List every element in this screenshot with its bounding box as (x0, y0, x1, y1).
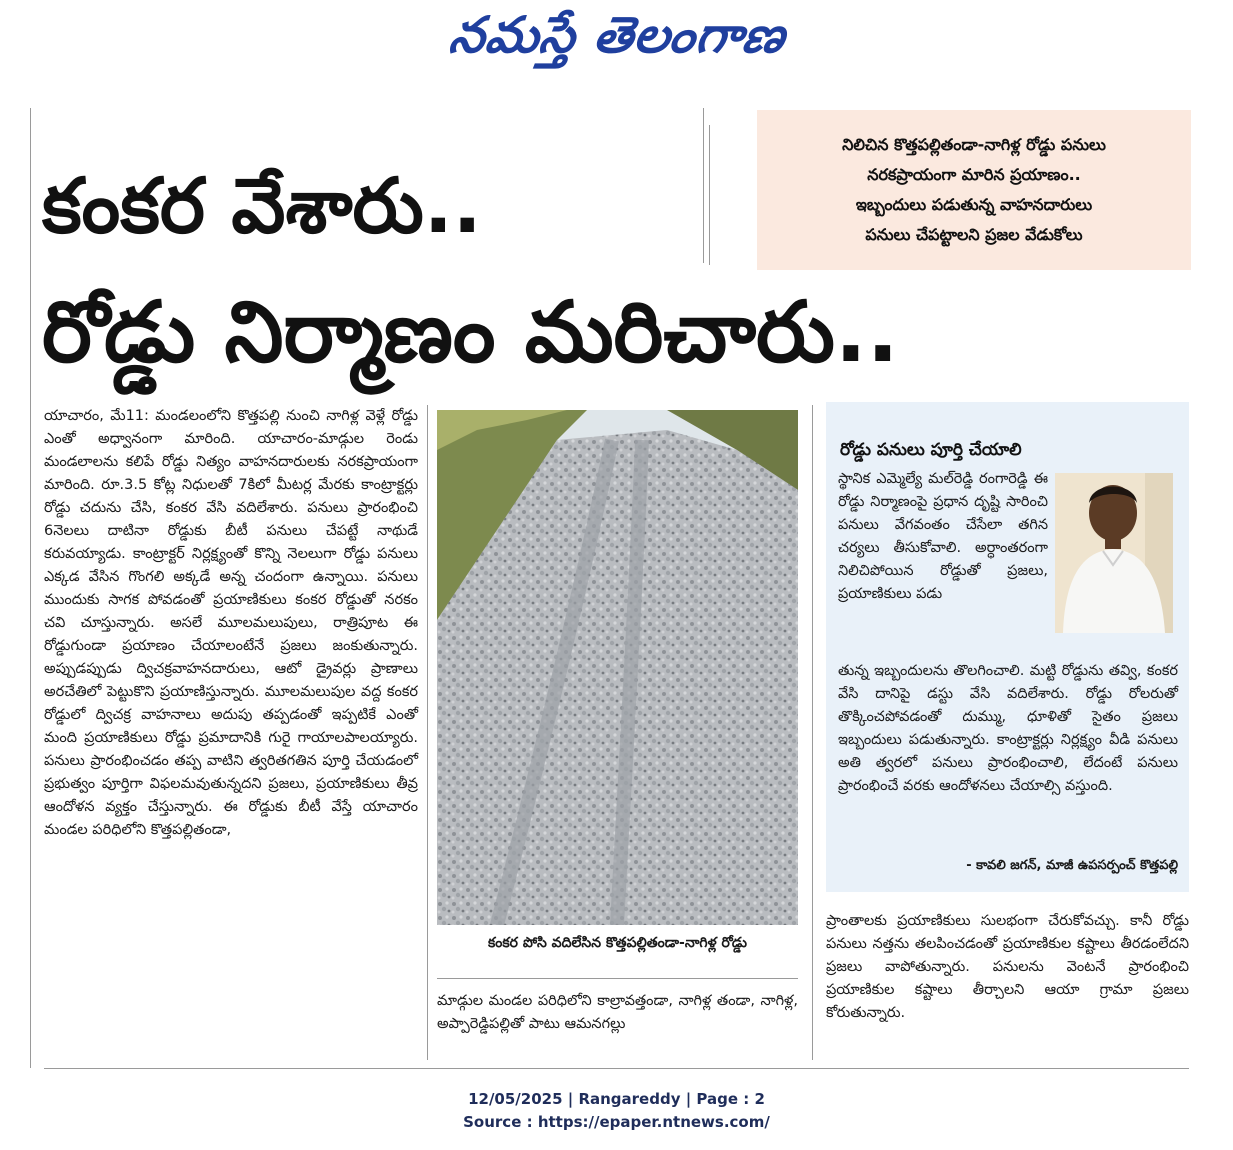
footer-source-line: Source : https://epaper.ntnews.com/ (463, 1113, 770, 1131)
headline-divider-rule (703, 108, 704, 263)
bottom-rule (44, 1068, 1189, 1069)
sidebar-signature: - కావలి జగన్, మాజీ ఉపసర్పంచ్ కొత్తపల్లి (966, 858, 1178, 873)
sidebar-body-text: స్థానిక ఎమ్మెల్యే మల్‌రెడ్డి రంగారెడ్డి ఈ రోడ్డు నిర్మాణంపై ప్రధాన దృష్టి సారించి పనులు వేగవంతం చేసేలా తగిన చర్యలు తీసుకోవాలి. అర్ధాంతరంగా నిలిచిపోయిన రోడ్డుతో ప్రజలు, ప్రయాణికులు పడు (838, 471, 1048, 602)
column-rule-1 (427, 405, 428, 1060)
article-column-2 (437, 990, 798, 1036)
article-column-3 (826, 910, 1189, 1025)
masthead (0, 6, 1233, 77)
footer-date-line: 12/05/2025 | Rangareddy | Page : 2 (468, 1090, 765, 1108)
deck-line: నరకప్రాయంగా మారిన ప్రయాణం.. (867, 165, 1081, 184)
photo-caption: కంకర పోసి వదిలేసిన కొత్తపల్లితండా-నాగిళ్ల రోడ్డు (487, 935, 748, 951)
portrait-photo (1055, 473, 1173, 633)
deck-line: పనులు చేపట్టాలని ప్రజల వేడుకోలు (865, 225, 1083, 244)
column-rule-2 (812, 405, 813, 1060)
gravel-road-image (437, 410, 798, 925)
left-margin-rule (30, 108, 31, 1068)
sidebar-text-a (838, 468, 1048, 606)
road-photo (437, 410, 798, 925)
deck-box (757, 110, 1191, 270)
sidebar-text-b (838, 660, 1178, 798)
headline-divider-rule-2 (709, 125, 710, 265)
masthead-title: నమస్తే తెలంగాణ (445, 6, 790, 64)
deck-line: ఇబ్బందులు పడుతున్న వాహనదారులు (855, 195, 1093, 214)
person-portrait-image (1055, 473, 1173, 633)
sidebar-body-text: తున్న ఇబ్బందులను తొలగించాలి. మట్టి రోడ్డును తవ్వి, కంకర వేసి దానిపై డస్టు వేసి వదిలేశారు. రోడ్డు రోలరుతో తొక్కించపోవడంతో దుమ్ము, ధూళితో సైతం ప్రజలు ఇబ్బందులు పడుతున్నారు. కాంట్రాక్టర్లు నిర్లక్ష్యం వీడి పనులు అతి త్వరలో పనులు ప్రారంభించాలి, లేదంటే పనులు ప్రారంభించే వరకు ఆందోళనలు చేయాల్సి వస్తుంది. (838, 663, 1178, 794)
sidebar-title: రోడ్డు పనులు పూర్తి చేయాలి (840, 440, 1022, 460)
article-body-text: ప్రాంతాలకు ప్రయాణికులు సులభంగా చేరుకోవచ్చు. కానీ రోడ్డు పనులు నత్తను తలపించడంతో ప్రయాణికుల కష్టాలు తీరడంలేదని ప్రజలు వాపోతున్నారు. పనులను వెంటనే ప్రారంభించి ప్రయాణికుల కష్టాలు తీర్చాలని ఆయా గ్రామా ప్రజలు కోరుతున్నారు. (826, 913, 1189, 1021)
headline-line-2: రోడ్డు నిర్మాణం మరిచారు.. (42, 283, 899, 381)
article-column-1 (44, 405, 418, 842)
article-body-text: యాచారం, మే11: మండలంలోని కొత్తపల్లి నుంచి నాగిళ్ల వెళ్లే రోడ్డు ఎంతో అధ్వానంగా మారింది. యాచారం-మాడ్గుల రెండు మండలాలను కలిపే రోడ్డు నిత్యం వాహనదారులకు నరకప్రాయంగా మారింది. రూ.3.5 కోట్ల నిధులతో 7కిలో మీటర్ల మేరకు కాంట్రాక్టర్లు రోడ్డు చదును చేసి, కంకర వేసి వదిలేశారు. పనులు ప్రారంభించి 6నెలలు దాటినా రోడ్డుకు బీటీ పనులు చేపట్టే నాథుడే కరువయ్యాడు. కాంట్రాక్టర్ నిర్లక్ష్యంతో కొన్ని నెలలుగా రోడ్డు పనులు ఎక్కడ వేసిన గొంగలి అక్కడే అన్న చందంగా ఉన్నాయి. పనులు ముందుకు సాగక పోవడంతో ప్రయాణికులు కంకర రోడ్డుతో నరకం చవి చూస్తున్నారు. అసలే మూలమలుపులు, రాత్రిపూట ఈ రోడ్డుగుండా ప్రయాణం చేయాలంటేనే ప్రజలు జంకుతున్నారు. అప్పుడప్పుడు ద్విచక్రవాహనదారులు, ఆటో డ్రైవర్లు ప్రాణాలు అరచేతిలో పెట్టుకొని ప్రయాణిస్తున్నారు. మూలమలుపుల వద్ద కంకర రోడ్డులో ద్విచక్ర వాహనాలు అదుపు తప్పడంతో ఇప్పటికే ఎంతో మంది ప్రయాణికులు రోడ్డు ప్రమాదానికి గురై గాయాలపాలయ్యారు. పనులు ప్రారంభించడం తప్ప వాటిని త్వరితగతిన పూర్తి చేయడంలో ప్రభుత్వం పూర్తిగా విఫలమవుతున్నదని ప్రజలు, ప్రయాణికులు తీవ్ర ఆందోళన వ్యక్తం చేస్తున్నారు. ఈ రోడ్డుకు బీటీ వేస్తే యాచారం మండల పరిధిలోని కొత్తపల్లితండా, (44, 408, 418, 838)
article-body-text: మాడ్గుల మండల పరిధిలోని కాల్రావత్తండా, నాగిళ్ల తండా, నాగిళ్ల, అప్పారెడ్డిపల్లితో పాటు ఆమనగల్లు (437, 993, 798, 1032)
headline-line-1: కంకర వేశారు.. (42, 161, 482, 250)
caption-rule (437, 978, 798, 979)
deck-line: నిలిచిన కొత్తపల్లితండా-నాగిళ్ల రోడ్డు పనులు (842, 135, 1106, 154)
